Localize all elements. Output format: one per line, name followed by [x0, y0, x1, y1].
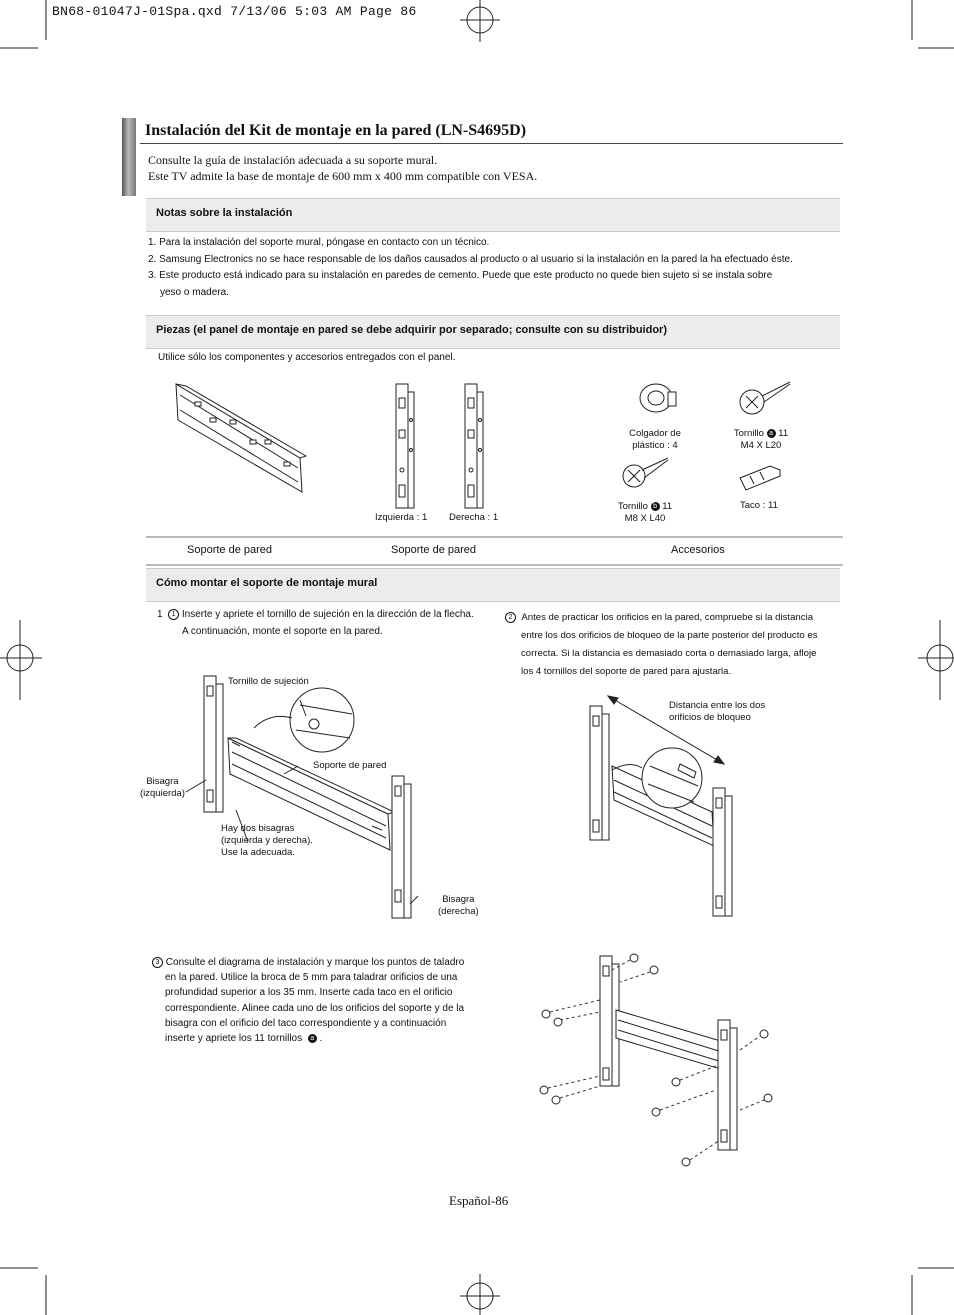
step3-line: inserte y apriete los 11 tornillos	[165, 1033, 303, 1045]
step3-line-end: .	[319, 1033, 323, 1045]
screw-b-name: Tornillo	[617, 501, 648, 512]
screw-b-count: 11	[662, 501, 673, 512]
screw-b-badge-icon: b	[651, 502, 660, 511]
figure-step1	[186, 676, 418, 918]
step2-line: Antes de practicar los orificios en la pared, compruebe si la distancia	[521, 612, 814, 623]
step1-number: 1	[157, 609, 163, 620]
fig1-right-hinge-line: Bisagra	[442, 894, 475, 905]
fig1-right-hinge-label	[438, 894, 479, 918]
fig1-note-line: Hay dos bisagras	[221, 823, 295, 834]
fig1-left-hinge-label	[140, 776, 185, 800]
fig1-screw-label: Tornillo de sujeción	[228, 676, 309, 687]
step3-line: profundidad superior a los 35 mm. Inserte cada taco en el orificio	[165, 987, 453, 999]
step1-marker-icon: 1	[168, 609, 179, 620]
screw-a-count: 11	[778, 428, 789, 439]
parts-col-wall-panel: Soporte de pared	[187, 544, 273, 556]
screw-a-name: Tornillo	[733, 428, 764, 439]
page-number: Español-86	[449, 1193, 509, 1208]
left-hinge-label: Izquierda : 1	[375, 512, 428, 523]
fig1-left-hinge-line: Bisagra	[146, 776, 179, 787]
note-item: 3. Este producto está indicado para su instalación en paredes de cemento. Puede que este producto no quede bien sujeto si se instala sobre	[148, 270, 773, 281]
fig1-note-line: Use la adecuada.	[221, 847, 295, 858]
parts-note: Utilice sólo los componentes y accesorios entregados con el panel.	[158, 352, 456, 363]
parts-col-accessories: Accesorios	[671, 544, 725, 556]
parts-col-hinges: Soporte de pared	[391, 544, 477, 556]
step3-text	[152, 955, 497, 1046]
screw-b-size: M8 X L40	[624, 513, 666, 524]
figure-step2	[590, 696, 732, 916]
note-item: yeso o madera.	[160, 286, 229, 298]
fig2-distance-line: Distancia entre los dos	[669, 700, 766, 711]
right-hinge-label: Derecha : 1	[449, 512, 499, 523]
fig1-panel-label: Soporte de pared	[313, 760, 387, 771]
fig2-distance-label	[669, 700, 765, 724]
mount-heading: Cómo montar el soporte de montaje mural	[156, 577, 378, 589]
step2-line: los 4 tornillos del soporte de pared para ajustarla.	[521, 666, 732, 677]
anchor-label: Taco : 11	[740, 500, 778, 511]
note-item: 1. Para la instalación del soporte mural, póngase en contacto con un técnico.	[148, 237, 490, 248]
hanger-label-line: plástico : 4	[632, 440, 678, 451]
file-info-line: BN68-01047J-01Spa.qxd 7/13/06 5:03 AM Page 86	[52, 4, 417, 19]
intro-line: Este TV admite la base de montaje de 600 mm x 400 mm compatible con VESA.	[148, 169, 538, 183]
screw-a-badge-icon: a	[767, 429, 776, 438]
intro-line: Consulte la guía de instalación adecuada a su soporte mural.	[148, 153, 438, 167]
page-title: Instalación del Kit de montaje en la pared (LN-S4695D)	[145, 122, 527, 139]
fig1-two-hinges-note	[221, 823, 313, 859]
step3-line: en la pared. Utilice la broca de 5 mm para taladrar orificios de una	[165, 972, 458, 984]
step2-line: entre los dos orificios de bloqueo de la parte posterior del producto es	[521, 630, 818, 641]
step3-line: bisagra con el orificio del taco correspondiente y a continuación	[165, 1017, 447, 1029]
fig1-left-hinge-line: (izquierda)	[140, 788, 185, 799]
fig1-note-line: (izquierda y derecha).	[221, 835, 313, 846]
step3-line: Consulte el diagrama de instalación y marque los puntos de taladro	[165, 957, 465, 968]
notes-heading: Notas sobre la instalación	[156, 207, 293, 219]
note-item: 2. Samsung Electronics no se hace responsable de los daños causados al producto o al usuario si la instalación en la pared la ha efectuado éste.	[148, 253, 793, 265]
step3-marker-icon: 3	[152, 957, 163, 968]
parts-heading: Piezas (el panel de montaje en pared se debe adquirir por separado; consulte con su distribuidor)	[156, 324, 668, 336]
step1-line: A continuación, monte el soporte en la pared.	[182, 625, 383, 637]
step3-line: correspondiente. Alinee cada uno de los orificios del soporte y de la	[165, 1002, 465, 1014]
step2-line: correcta. Si la distancia es demasiado corta o demasiado larga, afloje	[521, 648, 817, 659]
figure-step3	[600, 956, 737, 1150]
screw-a-badge-icon: a	[308, 1034, 317, 1043]
hanger-label-line: Colgador de	[629, 428, 681, 439]
fig2-distance-line: orificios de bloqueo	[669, 712, 751, 723]
fig1-right-hinge-line: (derecha)	[438, 906, 479, 917]
screw-a-size: M4 X L20	[740, 440, 782, 451]
step2-marker-icon: 2	[505, 612, 516, 623]
step1-line: Inserte y apriete el tornillo de sujeción en la dirección de la flecha.	[181, 609, 474, 620]
